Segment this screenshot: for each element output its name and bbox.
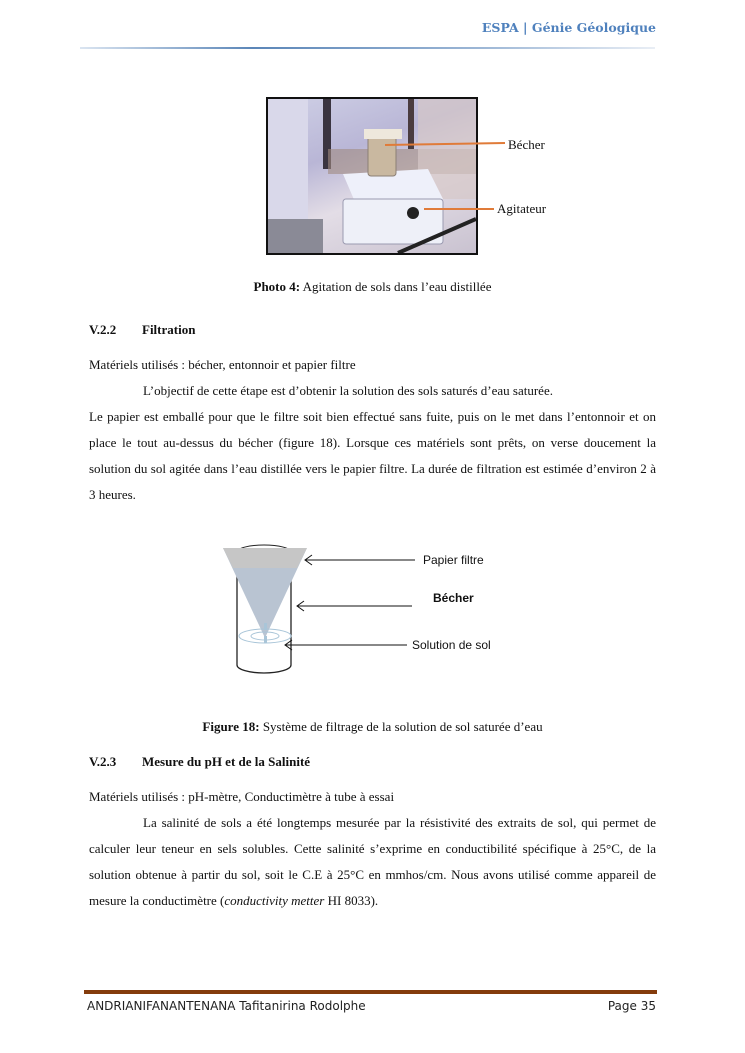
paragraph	[89, 810, 656, 914]
ph-body	[89, 784, 656, 914]
paragraph-text: La salinité de sols a été longtemps mesurée par la résistivité des extraits de sol, qui permet de calculer leur teneur en sels solubles. Cette salinité s’exprime en conductibilité spécifique à 25°C, de la solution obtenue à partir du sol, soit le C.E à 25°C en mmhos/cm. Nous avons utilisé comme appareil de mesure la conductimètre (	[89, 815, 656, 908]
filter-diagram	[215, 540, 415, 680]
section-number: V.2.3	[89, 754, 117, 769]
caption-label: Photo 4:	[253, 279, 301, 294]
footer-rule	[84, 990, 657, 994]
caption-text: Système de filtrage de la solution de sol saturée d’eau	[259, 719, 543, 734]
materials-line: Matériels utilisés : pH-mètre, Conductimètre à tube à essai	[89, 789, 395, 804]
caption-text: Agitation de sols dans l’eau distillée	[300, 279, 492, 294]
caption-label: Figure 18:	[202, 719, 260, 734]
label-solution-de-sol: Solution de sol	[412, 638, 491, 652]
paragraph-italic: conductivity metter	[224, 893, 325, 908]
label-papier-filtre: Papier filtre	[423, 553, 484, 567]
footer-page-number: Page 35	[607, 999, 656, 1013]
label-becher: Bécher	[508, 137, 545, 152]
paragraph: L’objectif de cette étape est d’obtenir la solution des sols saturés d’eau saturée.	[143, 383, 553, 398]
filtration-body	[89, 352, 656, 508]
section-heading-filtration	[89, 322, 195, 338]
section-title: Filtration	[142, 322, 196, 337]
header-rule	[80, 47, 655, 49]
section-heading-ph-salinite	[89, 754, 310, 770]
photo-pointer-lines	[380, 135, 510, 220]
section-number: V.2.2	[89, 322, 117, 337]
label-agitateur: Agitateur	[497, 201, 547, 216]
materials-line: Matériels utilisés : bécher, entonnoir et papier filtre	[89, 357, 356, 372]
paragraph: Le papier est emballé pour que le filtre soit bien effectué sans fuite, puis on le met dans l’entonnoir et on place le tout au-dessus du bécher (figure 18). Lorsque ces matériels sont prêts, on verse doucement la solution du sol agitée dans l’eau distillée vers le papier filtre. La durée de filtration est estimée d’environ 2 à 3 heures.	[89, 409, 656, 502]
label-becher-diagram: Bécher	[433, 591, 474, 605]
paragraph-end: HI 8033).	[324, 893, 379, 908]
section-title: Mesure du pH et de la Salinité	[142, 754, 311, 769]
figure-caption	[0, 719, 745, 735]
header-title: ESPA | Génie Géologique	[481, 20, 656, 35]
footer-author: ANDRIANIFANANTENANA Tafitanirina Rodolphe	[87, 999, 366, 1013]
photo-caption	[0, 279, 745, 295]
